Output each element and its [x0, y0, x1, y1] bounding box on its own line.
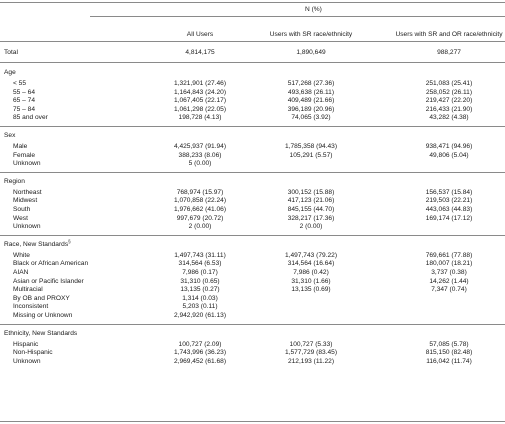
cell-value: 219,503 (22.21)	[425, 197, 473, 205]
row-label: Unknown	[13, 223, 41, 231]
cell-value: 938,471 (94.96)	[425, 143, 473, 150]
row-label: Inconsistent	[13, 303, 49, 311]
cell-value: 443,063 (44.83)	[425, 206, 473, 213]
cell-value: 7,347 (0.74)	[431, 286, 467, 294]
cell-value: 845,155 (44.70)	[287, 206, 335, 213]
cell-value: 7,986 (0.42)	[293, 269, 329, 276]
cell-value: 4,814,175	[185, 49, 215, 56]
cell-value: 3,737 (0.38)	[431, 269, 467, 276]
section-rule	[0, 172, 505, 173]
row-label: Unknown	[13, 160, 41, 168]
row-label: 65 – 74	[13, 97, 35, 105]
cell-value: 396,189 (20.96)	[287, 105, 335, 113]
section-rule	[0, 235, 505, 236]
cell-value: 14,262 (1.44)	[429, 277, 469, 285]
cell-value: 300,152 (15.88)	[287, 188, 335, 196]
cell-value: 1,976,662 (41.06)	[173, 206, 227, 213]
cell-value: 1,061,298 (22.05)	[173, 105, 227, 113]
cell-value: 1,785,358 (94.43)	[284, 143, 338, 150]
row-label: By OB and PROXY	[13, 294, 70, 302]
row-label: Northeast	[13, 188, 42, 196]
cell-value: 57,085 (5.78)	[429, 340, 469, 348]
cell-value: 1,497,743 (79.22)	[284, 251, 338, 259]
section-title: Region	[4, 177, 25, 185]
bottom-rule	[0, 421, 505, 422]
cell-value: 2,942,920 (61.13)	[173, 312, 227, 319]
row-label: Asian or Pacific Islander	[13, 277, 84, 285]
cell-value: 997,679 (20.72)	[176, 214, 224, 222]
cell-value: 1,577,729 (83.45)	[284, 349, 338, 357]
cell-value: 116,042 (11.74)	[426, 357, 472, 365]
row-label: White	[13, 251, 30, 259]
row-label: AIAN	[13, 269, 29, 276]
cell-value: 1,497,743 (31.11)	[174, 251, 226, 259]
cell-value: 5,203 (0.11)	[182, 303, 218, 311]
cell-value: 31,310 (0.65)	[180, 277, 220, 285]
top-rule	[0, 2, 505, 3]
row-label: Black or African American	[13, 260, 89, 268]
cell-value: 156,537 (15.84)	[425, 188, 473, 196]
cell-value: 74,065 (3.92)	[291, 114, 331, 122]
cell-value: 49,806 (5.04)	[429, 151, 469, 159]
column-header: Users with SR and OR race/ethnicity	[395, 31, 503, 38]
cell-value: 100,727 (5.33)	[289, 340, 333, 348]
cell-value: 815,150 (82.48)	[425, 349, 473, 357]
cell-value: 2 (0.00)	[188, 223, 212, 231]
section-rule	[0, 126, 505, 127]
section-rule	[0, 62, 505, 63]
cell-value: 314,564 (16.64)	[287, 260, 335, 268]
cell-value: 988,277	[437, 49, 461, 56]
cell-value: 493,638 (26.11)	[287, 88, 335, 96]
row-label: 55 – 64	[13, 88, 35, 96]
section-title: Age	[4, 69, 16, 76]
column-group-header: N (%)	[305, 6, 322, 13]
cell-value: 1,070,858 (22.24)	[173, 197, 227, 205]
cell-value: 517,268 (27.36)	[287, 80, 335, 87]
cell-value: 258,052 (26.11)	[425, 88, 473, 96]
cell-value: 100,727 (2.09)	[178, 340, 222, 348]
cell-value: 314,564 (6.53)	[178, 260, 222, 268]
cell-value: 251,083 (25.41)	[425, 80, 473, 87]
cell-value: 417,123 (21.06)	[287, 197, 335, 205]
column-header: All Users	[186, 31, 214, 38]
cell-value: 13,135 (0.69)	[291, 286, 331, 294]
cell-value: 1,164,843 (24.20)	[173, 88, 227, 96]
cell-value: 13,135 (0.27)	[180, 286, 220, 294]
row-label: South	[13, 206, 31, 213]
row-label-total: Total	[4, 49, 18, 56]
row-label: Hispanic	[13, 340, 39, 348]
column-header: Users with SR race/ethnicity	[269, 31, 353, 38]
row-label: Midwest	[13, 197, 38, 205]
cell-value: 2,969,452 (61.68)	[173, 357, 227, 365]
row-label: Male	[13, 143, 28, 150]
cell-value: 1,067,405 (22.17)	[173, 97, 227, 105]
cell-value: 219,427 (22.20)	[425, 97, 473, 105]
footnote-marker: §	[68, 238, 71, 244]
cell-value: 216,433 (21.90)	[425, 105, 473, 113]
cell-value: 31,310 (1.66)	[291, 277, 331, 285]
cell-value: 2 (0.00)	[299, 223, 323, 231]
cell-value: 1,890,649	[296, 49, 326, 56]
section-rule	[0, 324, 505, 325]
row-label: 85 and over	[13, 114, 48, 122]
row-label: Female	[13, 151, 35, 159]
group-rule	[90, 16, 505, 17]
cell-value: 198,728 (4.13)	[178, 114, 222, 122]
row-label: Missing or Unknown	[13, 312, 73, 319]
cell-value: 212,193 (11.22)	[287, 357, 335, 365]
row-label: 75 – 84	[13, 105, 35, 113]
cell-value: 1,743,996 (36.23)	[173, 349, 227, 357]
cell-value: 7,986 (0.17)	[182, 269, 218, 276]
row-label: Unknown	[13, 357, 41, 365]
row-label: Non-Hispanic	[13, 349, 53, 357]
cell-value: 4,425,937 (91.94)	[173, 143, 227, 150]
cell-value: 409,489 (21.66)	[287, 97, 335, 105]
cell-value: 768,974 (15.97)	[176, 188, 224, 196]
row-label: < 55	[13, 80, 27, 87]
section-title: Ethnicity, New Standards	[4, 329, 78, 337]
cell-value: 328,217 (17.36)	[287, 214, 335, 222]
cell-value: 1,321,901 (27.46)	[173, 80, 227, 87]
header-rule	[0, 41, 505, 42]
cell-value: 1,314 (0.03)	[182, 294, 218, 302]
cell-value: 105,291 (5.57)	[289, 151, 333, 159]
cell-value: 180,007 (18.21)	[425, 260, 473, 268]
cell-value: 169,174 (17.12)	[425, 214, 473, 222]
cell-value: 769,661 (77.88)	[425, 251, 473, 259]
row-label: Multiracial	[13, 286, 43, 294]
cell-value: 43,282 (4.38)	[429, 114, 469, 122]
cell-value: 388,233 (8.06)	[178, 151, 222, 159]
cell-value: 5 (0.00)	[188, 160, 212, 168]
section-title: Sex	[4, 132, 16, 139]
row-label: West	[13, 214, 28, 222]
section-title: Race, New Standards§	[4, 238, 71, 248]
